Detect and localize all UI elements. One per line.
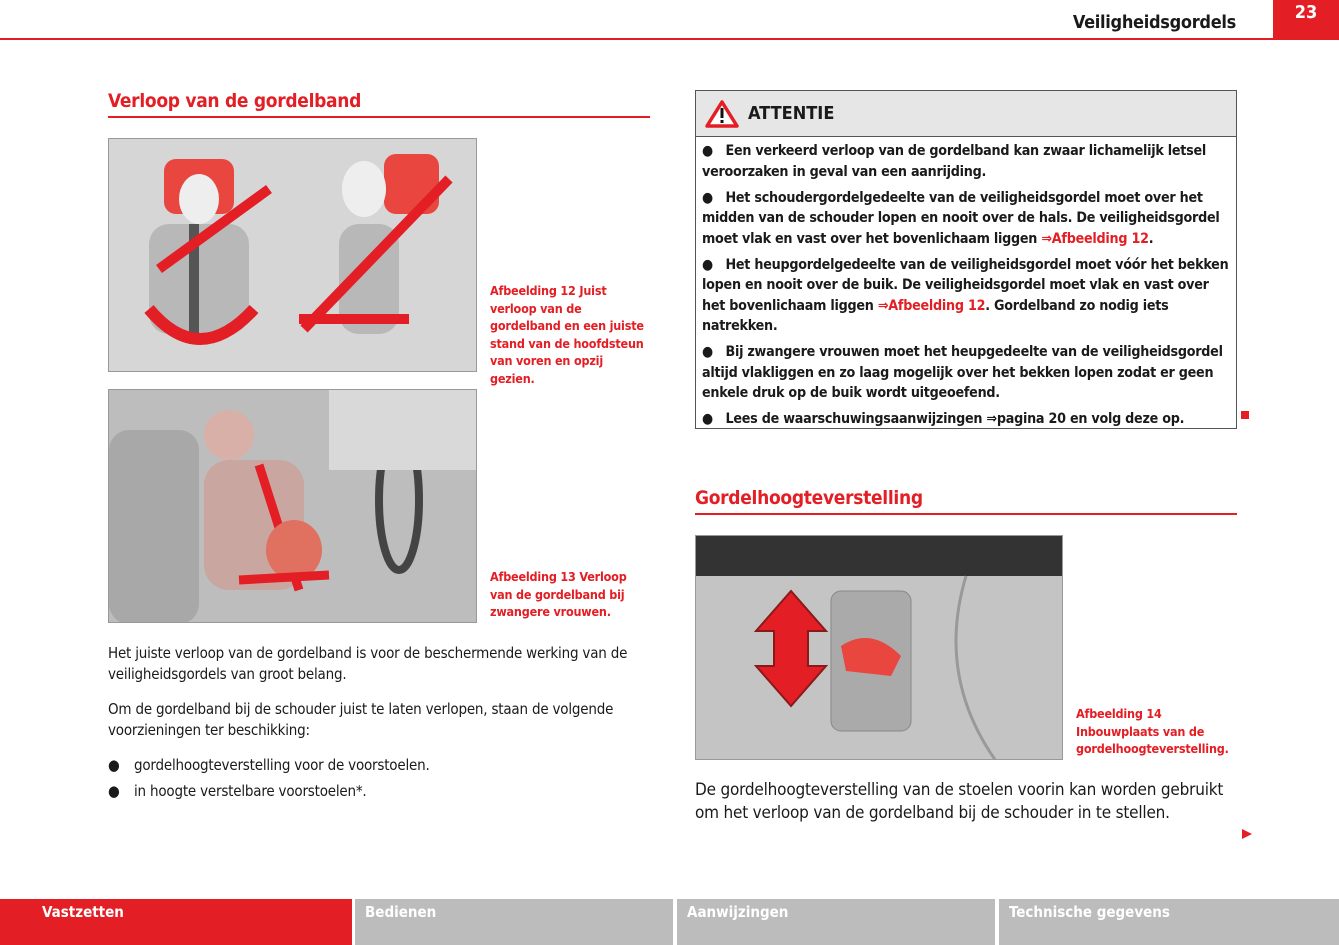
figure-13-caption: Afbeelding 13 Verloop van de gordelband bij zwangere vrouwen. [490, 569, 627, 619]
warning-item: ● Het heupgordelgedeelte van de veiligheidsgordel moet vóór het bekken lopen en nooit over de buik. De veiligheidsgordel moet vlak en vast over het bovenlichaam liggen ⇒Afbeelding 12. Gordelband zo nodig iets natrekken. [702, 256, 1229, 334]
end-marker-icon [1241, 411, 1249, 419]
warning-item: ● Het schoudergordelgedeelte van de veiligheidsgordel moet over het midden van de schouder lopen en nooit over de hals. De veiligheidsgordel moet vlak en vast over het bovenlichaam liggen ⇒Afbeelding 12. [702, 189, 1220, 247]
warning-header [696, 91, 1236, 137]
tab-vastzetten[interactable]: Vastzetten [0, 899, 352, 945]
figure-12-caption: Afbeelding 12 Juist verloop van de gordelband en een juiste stand van de hoofdsteun van voren en opzij gezien. [490, 283, 644, 386]
header-rule [0, 38, 1339, 40]
warning-item: ● Bij zwangere vrouwen moet het heupgedeelte van de veiligheidsgordel altijd vlakliggen en zo laag mogelijk over het bekken lopen zodat er geen enkele druk op de buik wordt uitgeoefend. [702, 344, 1223, 401]
tab-bedienen[interactable]: Bedienen [355, 899, 673, 945]
list-item: ● gordelhoogteverstelling voor de voorstoelen. [108, 756, 430, 774]
paragraph-gordelhoogte: De gordelhoogteverstelling van de stoelen voorin kan worden gebruikt om het verloop van de gordelband bij de schouder in te stellen. [695, 780, 1224, 823]
heading-rule [108, 116, 650, 118]
figure-12-image [108, 138, 477, 372]
figure-12-link[interactable]: ⇒Afbeelding 12 [1041, 230, 1149, 247]
warning-title: ATTENTIE [748, 103, 835, 124]
heading-verloop: Verloop van de gordelband [108, 90, 362, 112]
section-title: Veiligheidsgordels [1072, 12, 1236, 33]
bullet-list [108, 755, 650, 802]
warning-box [695, 90, 1237, 429]
pregnant-driver-illustration [109, 390, 477, 623]
seatbelt-skeleton-illustration [109, 139, 477, 372]
figure-13-image [108, 389, 477, 623]
tab-aanwijzingen[interactable]: Aanwijzingen [677, 899, 995, 945]
figure-14-image [695, 535, 1063, 760]
belt-height-adjuster-illustration [696, 536, 1063, 760]
warning-item: ● Lees de waarschuwingsaanwijzingen ⇒pagina 20 en volg deze op. [702, 411, 1185, 427]
continue-arrow-icon [1241, 828, 1253, 840]
figure-12-link[interactable]: ⇒Afbeelding 12 [877, 297, 986, 314]
warning-item: ● Een verkeerd verloop van de gordelband kan zwaar lichamelijk letsel veroorzaken in geval van een aanrijding. [702, 143, 1207, 180]
page-number [1273, 0, 1339, 40]
list-item: ● in hoogte verstelbare voorstoelen*. [108, 782, 367, 800]
page-number-text: 23 [1294, 2, 1318, 23]
paragraph-1: Het juiste verloop van de gordelband is voor de beschermende werking van de veiligheidsgordels van groot belang. [108, 644, 628, 683]
paragraph-2: Om de gordelband bij de schouder juist te laten verlopen, staan de volgende voorzieningen ter beschikking: [108, 700, 614, 739]
tab-technische-gegevens[interactable]: Technische gegevens [999, 899, 1339, 945]
warning-triangle-icon [704, 99, 740, 129]
heading-rule [695, 513, 1237, 515]
figure-14-caption: Afbeelding 14 Inbouwplaats van de gordelhoogteverstelling. [1076, 706, 1229, 756]
heading-gordelhoogte: Gordelhoogteverstelling [695, 487, 923, 509]
